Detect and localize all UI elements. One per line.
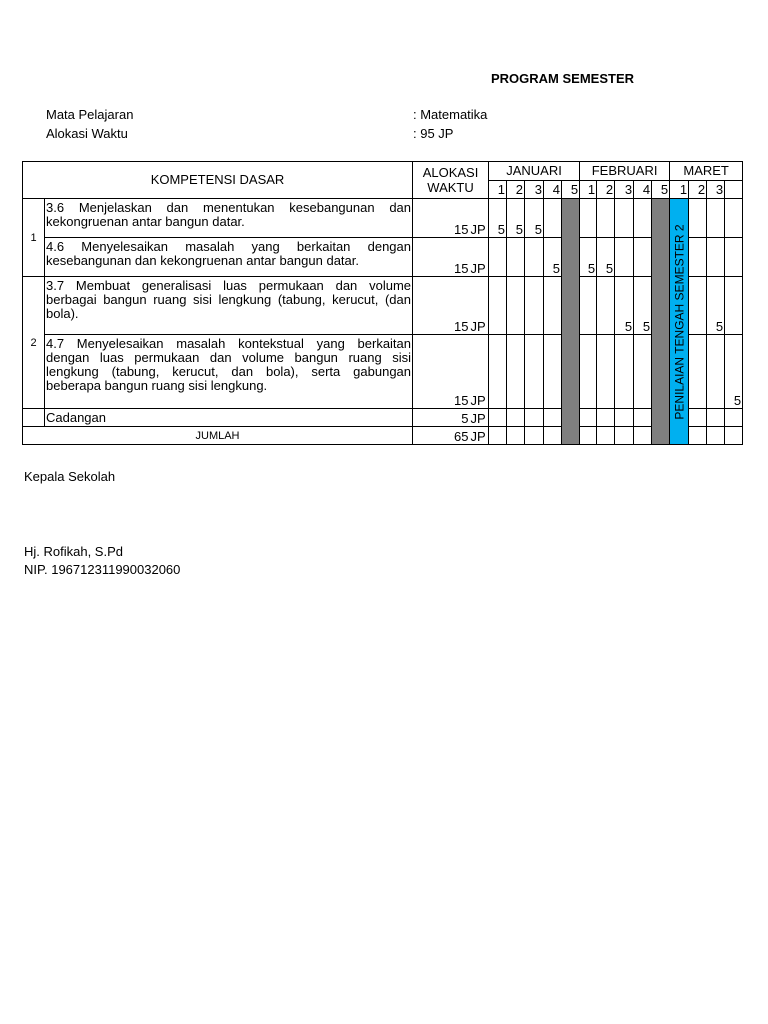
week-cell-4-3 (544, 409, 562, 427)
week-cell-1-1 (507, 238, 525, 277)
week-header-3: 4 (544, 181, 562, 199)
pts-label: PENILAIAN TENGAH SEMESTER 2 (672, 223, 687, 420)
total-week-cell-11 (707, 427, 725, 445)
total-week-cell-12 (725, 427, 743, 445)
week-cell-3-3 (544, 335, 562, 409)
week-cell-3-7 (615, 335, 634, 409)
week-header-2: 3 (525, 181, 544, 199)
week-cell-2-8: 5 (634, 277, 652, 335)
week-header-12: 3 (707, 181, 725, 199)
signature-nip: NIP. 196712311990032060 (24, 562, 181, 577)
week-cell-1-8 (634, 238, 652, 277)
alokasi-jp-2: 15 (413, 277, 470, 335)
week-cell-3-10 (689, 335, 707, 409)
subject-label: Mata Pelajaran (46, 107, 134, 122)
week-cell-0-0: 5 (489, 199, 507, 238)
total-week-cell-3 (544, 427, 562, 445)
pts-week-column (670, 199, 689, 445)
week-cell-1-10 (689, 238, 707, 277)
holiday-week-januari (562, 199, 580, 445)
week-cell-0-1: 5 (507, 199, 525, 238)
week-cell-4-11 (707, 409, 725, 427)
signature-role: Kepala Sekolah (24, 469, 116, 484)
alokasi-jp-4: 5 (413, 409, 470, 427)
week-cell-2-10 (689, 277, 707, 335)
alokasi-unit-0: JP (470, 199, 489, 238)
week-cell-1-3: 5 (544, 238, 562, 277)
week-cell-2-7: 5 (615, 277, 634, 335)
pts-label-wrap (670, 199, 688, 444)
alokasi-jp-1: 15 (413, 238, 470, 277)
week-header-10: 1 (670, 181, 689, 199)
week-header-5: 1 (580, 181, 597, 199)
week-cell-4-5 (580, 409, 597, 427)
week-cell-1-7 (615, 238, 634, 277)
alokasi-unit-4: JP (470, 409, 489, 427)
holiday-week-februari (652, 199, 670, 445)
alokasi-unit-2: JP (470, 277, 489, 335)
week-header-8: 4 (634, 181, 652, 199)
month-februari: FEBRUARI (580, 162, 670, 181)
week-header-9: 5 (652, 181, 670, 199)
week-cell-4-2 (525, 409, 544, 427)
week-cell-3-2 (525, 335, 544, 409)
total-week-cell-7 (615, 427, 634, 445)
total-week-cell-0 (489, 427, 507, 445)
row-number-empty (23, 409, 45, 427)
week-cell-3-11 (707, 335, 725, 409)
week-cell-1-11 (707, 238, 725, 277)
total-week-cell-6 (597, 427, 615, 445)
week-cell-0-3 (544, 199, 562, 238)
week-cell-1-6: 5 (597, 238, 615, 277)
week-cell-2-1 (507, 277, 525, 335)
subject-value: : Matematika (413, 107, 488, 122)
program-table (22, 161, 743, 445)
week-cell-4-0 (489, 409, 507, 427)
week-cell-0-12 (725, 199, 743, 238)
kd-text-2: 3.7 Membuat generalisasi luas permukaan dan volume berbagai bangun ruang sisi lengkung (tabung, kerucut, (dan bola). (45, 277, 413, 335)
header-kd: KOMPETENSI DASAR (23, 162, 413, 199)
week-cell-3-6 (597, 335, 615, 409)
total-label: JUMLAH (23, 427, 413, 445)
week-cell-3-5 (580, 335, 597, 409)
month-januari: JANUARI (489, 162, 580, 181)
week-cell-0-8 (634, 199, 652, 238)
week-cell-4-1 (507, 409, 525, 427)
week-cell-0-7 (615, 199, 634, 238)
week-cell-4-6 (597, 409, 615, 427)
week-header-1: 2 (507, 181, 525, 199)
week-header-0: 1 (489, 181, 507, 199)
alokasi-jp-0: 15 (413, 199, 470, 238)
alokasi-unit-1: JP (470, 238, 489, 277)
week-cell-2-5 (580, 277, 597, 335)
week-cell-4-10 (689, 409, 707, 427)
time-allocation-label: Alokasi Waktu (46, 126, 128, 141)
total-week-cell-2 (525, 427, 544, 445)
week-cell-2-6 (597, 277, 615, 335)
kd-text-4: Cadangan (45, 409, 413, 427)
week-cell-4-8 (634, 409, 652, 427)
time-allocation-value: : 95 JP (413, 126, 454, 141)
week-header-11: 2 (689, 181, 707, 199)
week-cell-0-6 (597, 199, 615, 238)
month-maret: MARET (670, 162, 743, 181)
week-cell-3-8 (634, 335, 652, 409)
week-header-4: 5 (562, 181, 580, 199)
week-cell-2-0 (489, 277, 507, 335)
signature-name: Hj. Rofikah, S.Pd (24, 544, 123, 559)
program-table-viewport (22, 161, 742, 444)
kd-text-3: 4.7 Menyelesaikan masalah kontekstual yang berkaitan dengan luas permukaan dan volume bangun ruang sisi lengkung (tabung, kerucut, dan bola), serta gabungan beberapa bangun ruang sisi lengkung. (45, 335, 413, 409)
week-cell-3-0 (489, 335, 507, 409)
kd-text-1: 4.6 Menyelesaikan masalah yang berkaitan dengan kesebangunan dan kekongruenan antar bangun datar. (45, 238, 413, 277)
total-week-cell-8 (634, 427, 652, 445)
header-alokasi-line1: ALOKASI (422, 165, 479, 180)
week-cell-2-11: 5 (707, 277, 725, 335)
week-cell-2-12 (725, 277, 743, 335)
week-cell-1-0 (489, 238, 507, 277)
total-jp: 65 (413, 427, 470, 445)
total-unit: JP (470, 427, 489, 445)
row-number-2: 2 (23, 277, 45, 409)
week-cell-1-2 (525, 238, 544, 277)
week-cell-2-2 (525, 277, 544, 335)
header-alokasi (413, 162, 489, 199)
row-number-1: 1 (23, 199, 45, 277)
week-cell-1-12 (725, 238, 743, 277)
alokasi-jp-3: 15 (413, 335, 470, 409)
week-cell-3-1 (507, 335, 525, 409)
week-cell-0-11 (707, 199, 725, 238)
alokasi-unit-3: JP (470, 335, 489, 409)
week-cell-0-2: 5 (525, 199, 544, 238)
week-header-13 (725, 181, 743, 199)
week-header-6: 2 (597, 181, 615, 199)
header-alokasi-line2: WAKTU (427, 180, 474, 195)
week-cell-2-3 (544, 277, 562, 335)
total-week-cell-1 (507, 427, 525, 445)
total-week-cell-5 (580, 427, 597, 445)
week-cell-0-10 (689, 199, 707, 238)
week-header-7: 3 (615, 181, 634, 199)
week-cell-4-12 (725, 409, 743, 427)
total-week-cell-10 (689, 427, 707, 445)
week-cell-1-5: 5 (580, 238, 597, 277)
week-cell-4-7 (615, 409, 634, 427)
week-cell-3-12: 5 (725, 335, 743, 409)
page-title: PROGRAM SEMESTER (491, 71, 635, 86)
kd-text-0: 3.6 Menjelaskan dan menentukan kesebangunan dan kekongruenan antar bangun datar. (45, 199, 413, 238)
week-cell-0-5 (580, 199, 597, 238)
